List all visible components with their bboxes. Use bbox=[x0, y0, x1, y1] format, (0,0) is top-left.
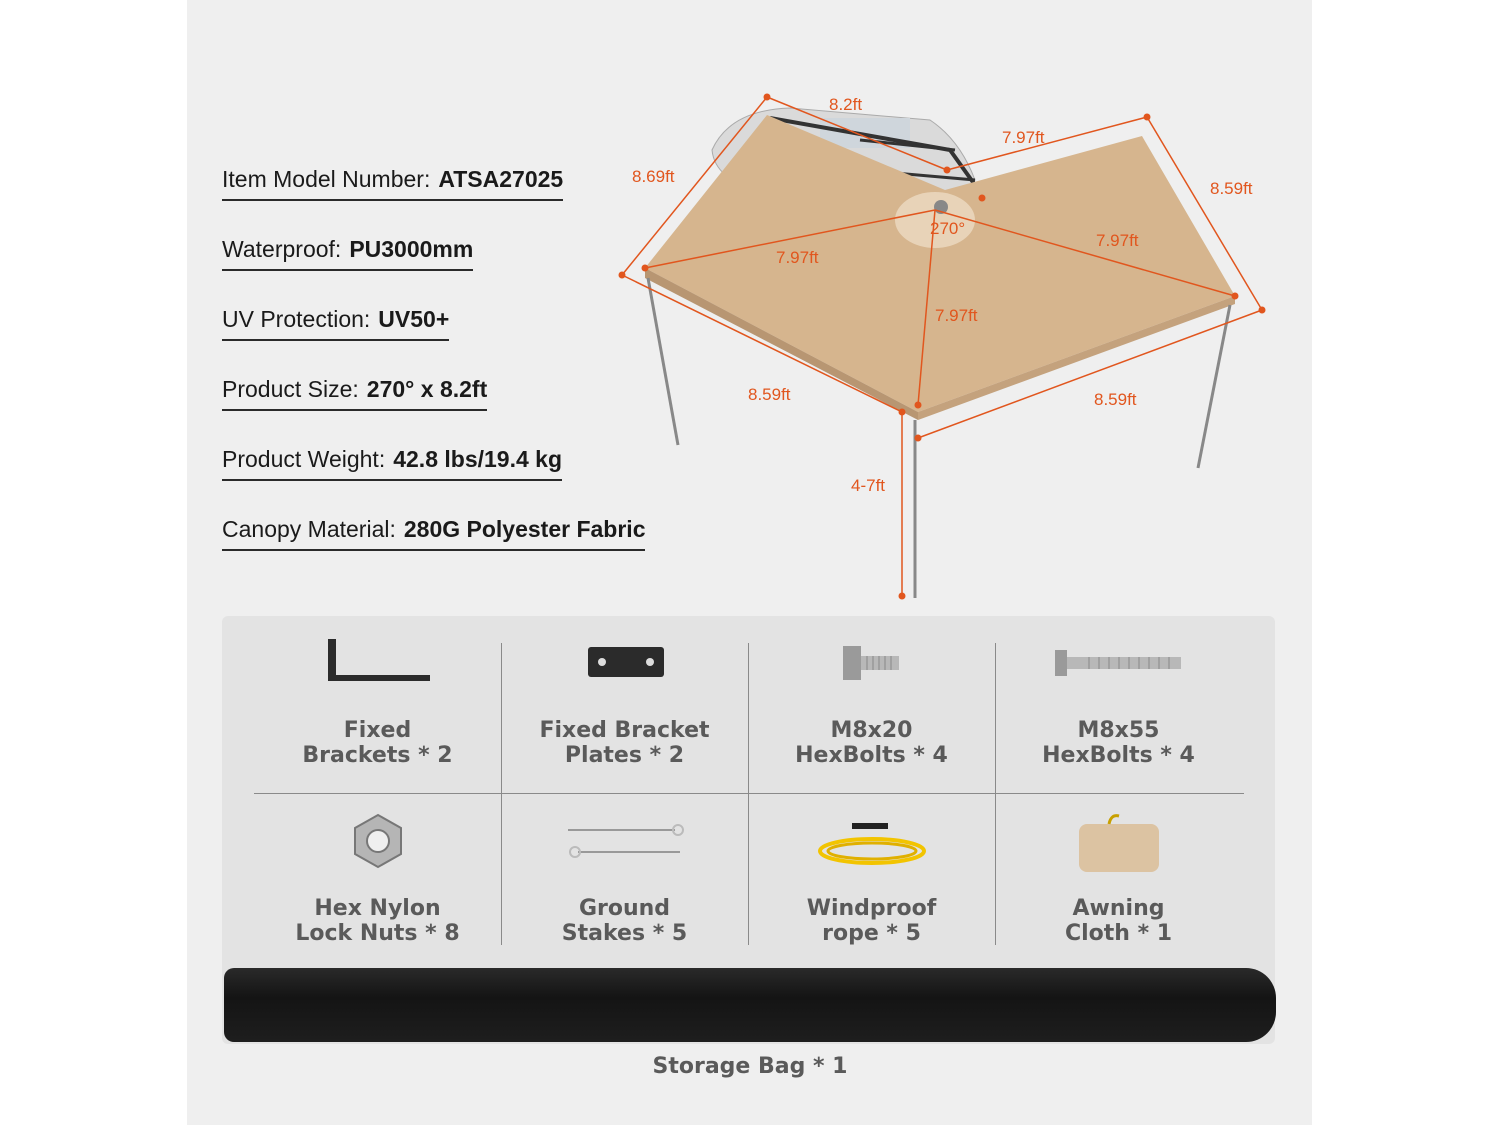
dim-top: 8.2ft bbox=[829, 95, 863, 114]
accessory-windproof-rope bbox=[748, 806, 995, 946]
spec-key: Product Size: bbox=[222, 376, 359, 402]
dim-bottom-left: 8.59ft bbox=[748, 385, 791, 404]
l-bracket-icon bbox=[254, 628, 501, 698]
spec-product-weight bbox=[222, 446, 562, 481]
spec-key: Item Model Number: bbox=[222, 166, 431, 192]
divider bbox=[254, 793, 1244, 794]
accessory-fixed-brackets bbox=[254, 628, 501, 768]
storage-bag-label: Storage Bag * 1 bbox=[652, 1054, 848, 1079]
spec-value: ATSA27025 bbox=[438, 166, 564, 192]
spec-value: 42.8 lbs/19.4 kg bbox=[393, 446, 562, 472]
spec-value: PU3000mm bbox=[349, 236, 474, 262]
spec-value: 280G Polyester Fabric bbox=[403, 516, 646, 542]
storage-bag-image bbox=[224, 968, 1276, 1042]
hex-nut-icon bbox=[254, 806, 501, 876]
cloth-bag-icon bbox=[995, 806, 1242, 876]
accessory-label: Hex Nylon Lock Nuts * 8 bbox=[295, 896, 460, 946]
spec-key: Canopy Material: bbox=[222, 516, 396, 542]
rope-icon bbox=[748, 806, 995, 876]
accessory-label: Fixed Bracket Plates * 2 bbox=[539, 718, 710, 768]
accessory-label: Awning Cloth * 1 bbox=[1064, 896, 1173, 946]
accessory-lock-nuts bbox=[254, 806, 501, 946]
accessory-m8x20-bolts bbox=[748, 628, 995, 768]
dim-angle: 270° bbox=[930, 219, 966, 238]
accessory-label: Ground Stakes * 5 bbox=[561, 896, 688, 946]
accessory-m8x55-bolts bbox=[995, 628, 1242, 768]
spec-value: UV50+ bbox=[378, 306, 450, 332]
accessory-ground-stakes bbox=[501, 806, 748, 946]
dim-inner-left: 7.97ft bbox=[776, 248, 819, 267]
accessory-label: M8x55 HexBolts * 4 bbox=[1042, 718, 1195, 768]
accessory-awning-cloth bbox=[995, 806, 1242, 946]
spec-key: Waterproof: bbox=[222, 236, 342, 262]
dim-inner-down: 7.97ft bbox=[935, 306, 978, 325]
spec-product-size bbox=[222, 376, 487, 411]
spec-value: 270° x 8.2ft bbox=[366, 376, 488, 402]
dim-left: 8.69ft bbox=[632, 167, 675, 186]
awning-dimension-diagram bbox=[600, 80, 1280, 610]
accessory-bracket-plates bbox=[501, 628, 748, 768]
accessory-label: Fixed Brackets * 2 bbox=[302, 718, 453, 768]
accessory-label: M8x20 HexBolts * 4 bbox=[795, 718, 948, 768]
spec-waterproof bbox=[222, 236, 473, 271]
spec-canopy-material bbox=[222, 516, 645, 551]
dim-bottom-right: 8.59ft bbox=[1094, 390, 1137, 409]
dim-right: 8.59ft bbox=[1210, 179, 1253, 198]
dim-height: 4-7ft bbox=[851, 476, 886, 495]
short-bolt-icon bbox=[748, 628, 995, 698]
spec-model-number bbox=[222, 166, 563, 201]
spec-uv-protection bbox=[222, 306, 449, 341]
dim-top-right: 7.97ft bbox=[1002, 128, 1045, 147]
long-bolt-icon bbox=[995, 628, 1242, 698]
dim-inner-right: 7.97ft bbox=[1096, 231, 1139, 250]
spec-key: Product Weight: bbox=[222, 446, 386, 472]
bracket-plate-icon bbox=[501, 628, 748, 698]
accessory-label: Windproof rope * 5 bbox=[806, 896, 937, 946]
spec-key: UV Protection: bbox=[222, 306, 371, 332]
ground-stake-icon bbox=[501, 806, 748, 876]
